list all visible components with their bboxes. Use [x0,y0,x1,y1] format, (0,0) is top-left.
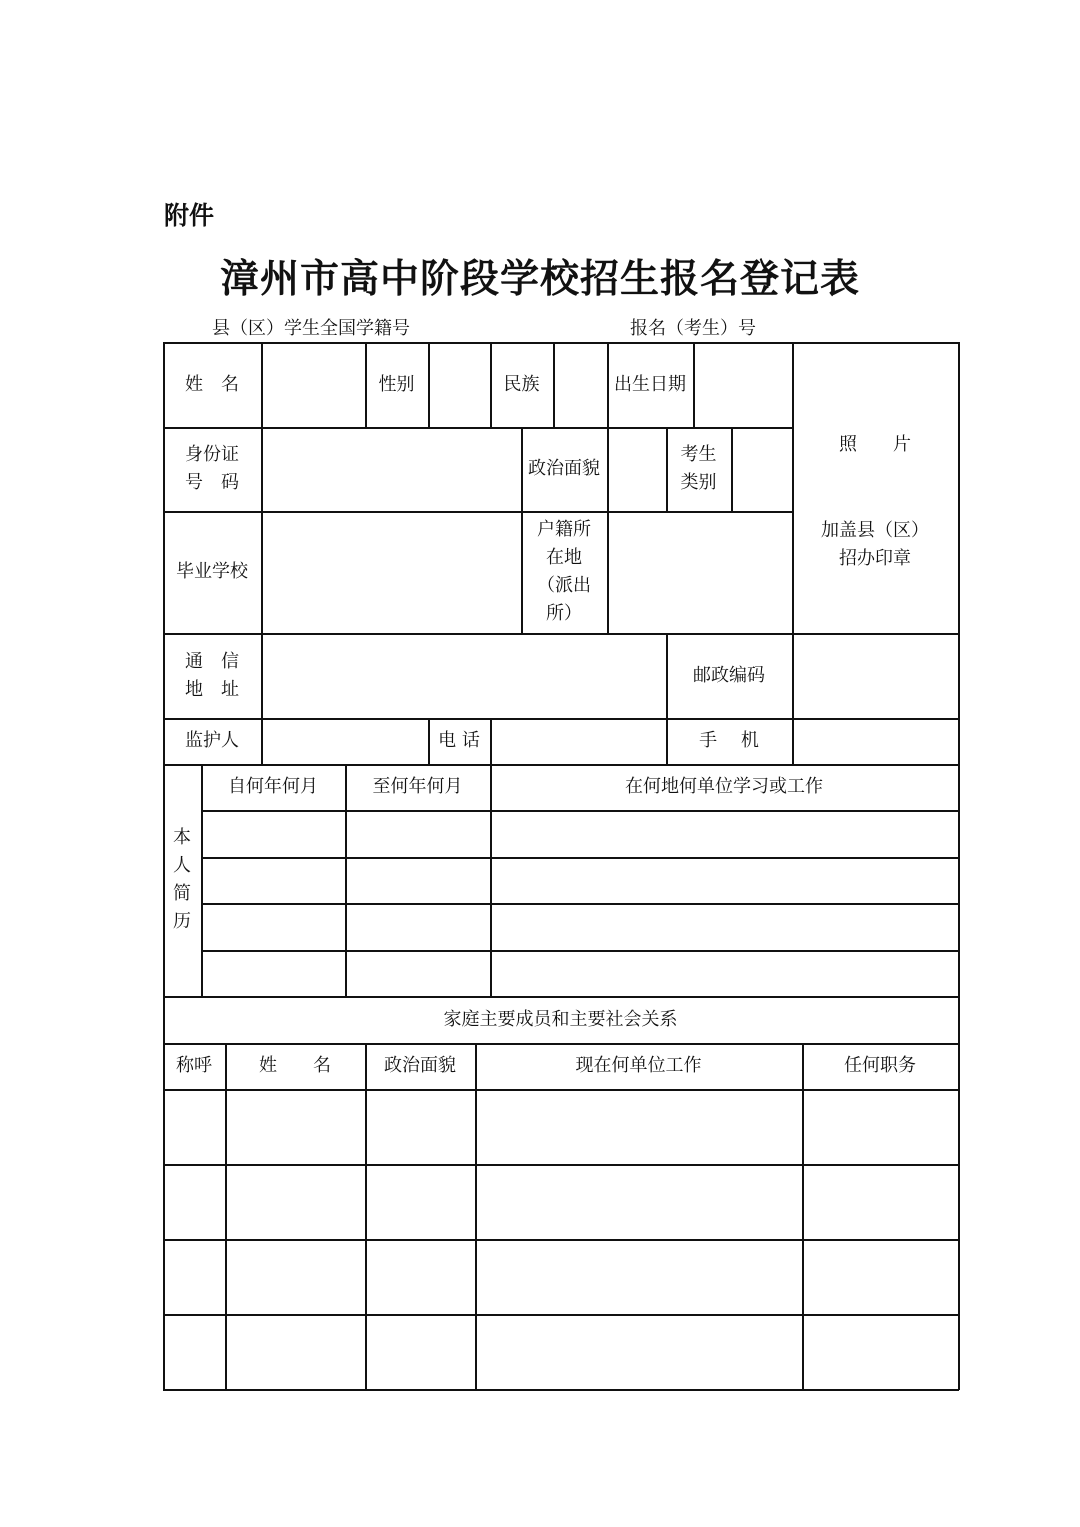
graduate-school-label: 毕业学校 [176,561,248,582]
id-number-field[interactable] [261,427,521,511]
resume-row-1-to[interactable] [345,810,490,857]
family-section-title: 家庭主要成员和主要社会关系 [443,1008,678,1030]
address-label: 通 信 地 址 [185,650,239,700]
resume-row-3-from[interactable] [201,903,345,950]
guardian-field[interactable] [261,718,428,764]
family-row[interactable] [163,1239,958,1314]
household-label: 户籍所 在地 （派出 所） [537,519,591,624]
resume-row-4-from[interactable] [201,950,345,996]
graduate-school-field[interactable] [261,511,521,633]
gender-field[interactable] [428,342,490,427]
page-title: 漳州市高中阶段学校招生报名登记表 [219,257,860,302]
guardian-label: 监护人 [185,730,239,751]
gender-label: 性别 [378,373,415,395]
birth-date-field[interactable] [693,342,792,427]
name-field[interactable] [261,342,365,427]
resume-row-3-to[interactable] [345,903,490,950]
id-number-label: 身份证 号 码 [185,444,239,493]
ethnicity-field[interactable] [553,342,607,427]
postal-code-label: 邮政编码 [693,664,765,686]
resume-side-label: 本 人 简 历 [173,827,191,932]
family-header-name: 姓 名 [259,1055,331,1076]
family-row[interactable] [163,1314,958,1389]
resume-row-1-from[interactable] [201,810,345,857]
grid-line [958,342,960,1390]
postal-code-field[interactable] [792,633,958,718]
family-header-workplace: 现在何单位工作 [575,1055,702,1076]
ethnicity-label: 民族 [503,373,540,395]
political-status-label: 政治面貌 [528,458,600,479]
attachment-label: 附件 [164,201,215,230]
photo-label: 照 片 [839,434,911,455]
exam-number-label: 报名（考生）号 [630,318,756,339]
phone-field[interactable] [490,718,666,764]
grid-line [163,1389,959,1391]
mobile-field[interactable] [792,718,958,764]
resume-row-4-place[interactable] [490,950,958,996]
family-header-relation: 称呼 [176,1055,212,1076]
resume-row-2-place[interactable] [490,857,958,903]
student-id-label: 县（区）学生全国学籍号 [212,318,410,339]
political-status-field[interactable] [607,427,666,511]
address-field[interactable] [261,633,666,718]
candidate-type-field[interactable] [731,427,792,511]
resume-row-1-place[interactable] [490,810,958,857]
family-header-position: 任何职务 [844,1055,916,1076]
family-row[interactable] [163,1164,958,1239]
resume-row-2-to[interactable] [345,857,490,903]
household-field[interactable] [607,511,792,633]
stamp-label: 加盖县（区） 招办印章 [821,520,929,569]
resume-row-3-place[interactable] [490,903,958,950]
birth-date-label: 出生日期 [614,373,686,395]
grid-line [792,342,794,634]
resume-header-place: 在何地何单位学习或工作 [625,776,823,797]
family-header-political: 政治面貌 [384,1055,456,1076]
resume-row-2-from[interactable] [201,857,345,903]
resume-header-to: 至何年何月 [372,776,463,797]
resume-row-4-to[interactable] [345,950,490,996]
name-label: 姓 名 [185,373,239,395]
resume-header-from: 自何年何月 [228,776,318,797]
family-row[interactable] [163,1089,958,1164]
phone-label: 电 话 [438,730,480,751]
mobile-label: 手 机 [699,730,759,751]
candidate-type-label: 考生 类别 [680,444,717,493]
